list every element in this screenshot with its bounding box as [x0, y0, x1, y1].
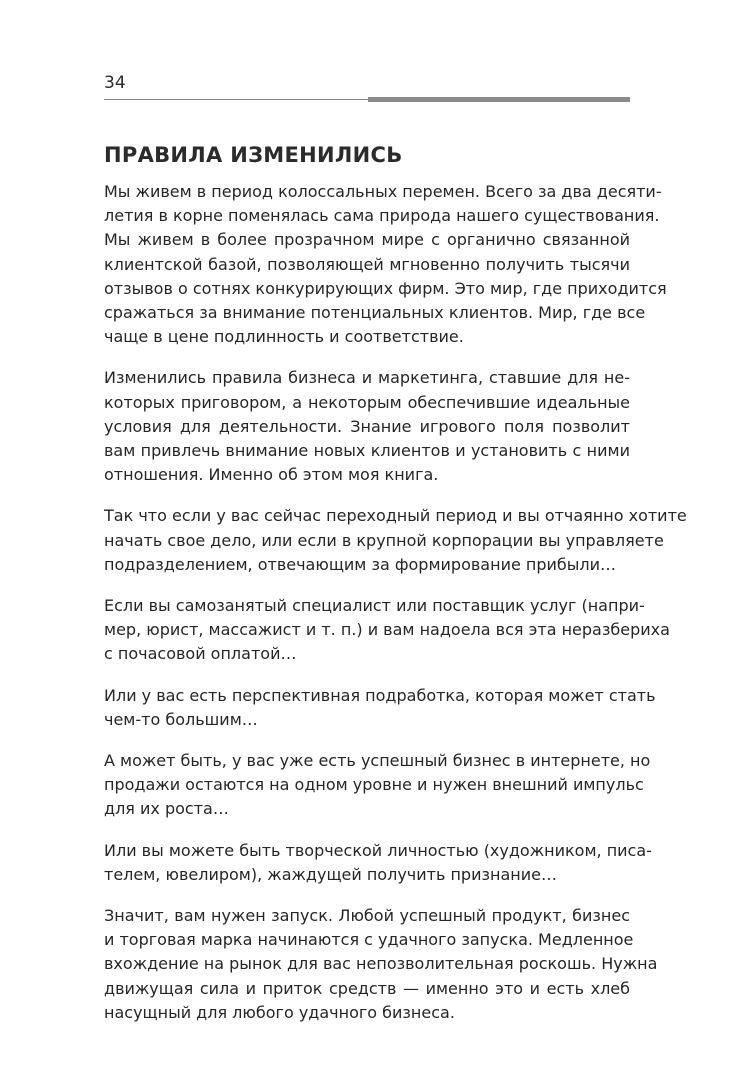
- page-header: [104, 72, 630, 106]
- text-line: вхождение на рынок для вас непозволительная роскошь. Нужна: [104, 954, 658, 974]
- text-line: А может быть, у вас уже есть успешный бизнес в интернете, но: [104, 751, 651, 771]
- text-line: подразделением, отвечающим за формирование прибыли…: [104, 554, 617, 574]
- paragraph: [104, 180, 667, 349]
- text-line: телем, ювелиром), жаждущей получить признание…: [104, 864, 557, 884]
- text-line: клиентской базой, позволяющей мгновенно получить тысячи: [104, 254, 630, 274]
- text-line: движущая сила и приток средств — именно это и есть хлеб: [104, 978, 630, 998]
- text-line: Мы живем в более прозрачном мире с органично связанной: [104, 230, 630, 250]
- paragraph: [104, 684, 656, 732]
- text-line: и торговая марка начинаются с удачного запуска. Медленное: [104, 930, 634, 950]
- text-line: Значит, вам нужен запуск. Любой успешный продукт, бизнес: [104, 906, 630, 926]
- text-line: Мы живем в период колоссальных перемен. Всего за два десяти-: [104, 182, 662, 201]
- text-line: начать свое дело, или если в крупной корпорации вы управляете: [104, 530, 664, 550]
- paragraph: [104, 904, 658, 1025]
- text-line: для их роста…: [104, 799, 229, 819]
- text-line: Изменились правила бизнеса и маркетинга, ставшие для не-: [104, 368, 630, 388]
- text-line: Так что если у вас сейчас переходный период и вы отчаянно хотите: [104, 506, 687, 526]
- text-line: с почасовой оплатой…: [104, 644, 297, 664]
- paragraph: [104, 594, 670, 667]
- paragraph: [104, 366, 630, 487]
- text-line: чаще в цене подлинность и соответствие.: [104, 327, 464, 347]
- text-line: сражаться за внимание потенциальных клиентов. Мир, где все: [104, 303, 646, 323]
- text-line: мер, юрист, массажист и т. п.) и вам надоела вся эта неразбериха: [104, 620, 670, 640]
- text-line: Если вы самозанятый специалист или поставщик услуг (напри-: [104, 596, 645, 616]
- text-line: летия в корне поменялась сама природа нашего существования.: [104, 206, 660, 226]
- text-line: Или вы можете быть творческой личностью (художником, писа-: [104, 840, 652, 860]
- paragraph: [104, 839, 652, 887]
- text-line: вам привлечь внимание новых клиентов и установить с ними: [104, 441, 630, 461]
- text-line: продажи остаются на одном уровне и нужен внешний импульс: [104, 775, 644, 795]
- text-line: насущный для любого удачного бизнеса.: [104, 1002, 455, 1022]
- paragraph: [104, 749, 651, 822]
- text-line: условия для деятельности. Знание игрового поля позволит: [104, 416, 630, 436]
- paragraph: [104, 504, 687, 577]
- text-line: которых приговором, а некоторым обеспечившие идеальные: [104, 392, 630, 412]
- body-text: [104, 180, 687, 1042]
- text-line: отзывов о сотнях конкурирующих фирм. Это мир, где приходится: [104, 278, 667, 298]
- section-title: ПРАВИЛА ИЗМЕНИЛИСЬ: [104, 143, 403, 167]
- text-line: чем-то большим…: [104, 709, 258, 729]
- header-rule-accent: [368, 97, 630, 102]
- page-number: 34: [104, 73, 126, 93]
- text-line: отношения. Именно об этом моя книга.: [104, 465, 439, 485]
- text-line: Или у вас есть перспективная подработка, которая может стать: [104, 685, 656, 705]
